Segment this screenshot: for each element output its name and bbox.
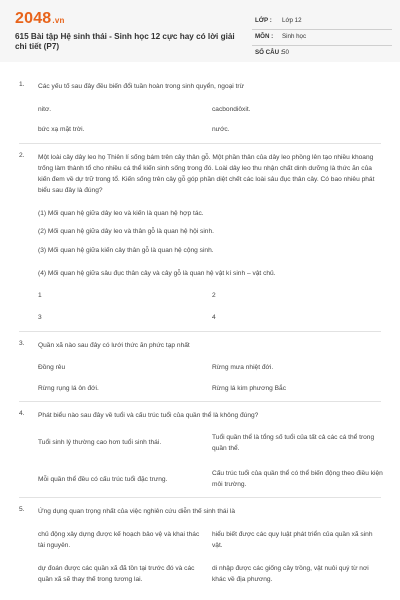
answer-option-b[interactable]: 2 — [212, 292, 216, 299]
question-text: Các yếu tố sau đây đều biến đổi tuần hoàn trong sinh quyển, ngoại trừ — [38, 83, 245, 90]
answer-option-c[interactable]: Rừng rụng lá ôn đới. — [38, 385, 99, 392]
question-text: Quần xã nào sau đây có lưới thức ăn phức tạp nhất — [38, 342, 190, 349]
site-logo[interactable]: 2048.vn — [15, 10, 65, 27]
meta-count-value: 50 — [282, 49, 289, 56]
question-number: 4. — [19, 410, 25, 417]
statement-2: (2) Mối quan hệ giữa dây leo và thân gỗ là quan hệ hội sinh. — [38, 228, 214, 235]
answer-option-a[interactable]: Tuổi sinh lý thường cao hơn tuổi sinh thái. — [38, 439, 162, 446]
answer-option-c[interactable]: bức xạ mặt trời. — [38, 126, 85, 133]
question-text: Phát biểu nào sau đây về tuổi và cấu trúc tuổi của quần thể là không đúng? — [38, 412, 259, 419]
answer-option-b[interactable]: cacbondiôxit. — [212, 106, 251, 113]
meta-class-label: LỚP : — [255, 17, 272, 24]
answer-option-a[interactable]: nitơ. — [38, 106, 52, 113]
answer-option-c[interactable]: 3 — [38, 314, 42, 321]
meta-subject-value: Sinh học — [282, 33, 307, 40]
question-text: Ứng dụng quan trọng nhất của việc nghiên cứu diễn thế sinh thái là — [38, 508, 236, 515]
answer-option-c[interactable]: Mỗi quần thể đều có cấu trúc tuổi đặc trưng. — [38, 476, 168, 483]
meta-subject-row — [252, 30, 392, 46]
answer-option-a[interactable]: Đồng rêu — [38, 364, 66, 371]
statement-4: (4) Mối quan hệ giữa sâu đục thân cây và cây gỗ là quan hệ vật kí sinh – vật chủ. — [38, 270, 276, 277]
question-divider — [19, 331, 381, 332]
question-number: 2. — [19, 152, 25, 159]
meta-subject-label: MÔN : — [255, 33, 274, 40]
question-number: 1. — [19, 81, 25, 88]
question-text: Một loài cây dây leo họ Thiên lí sống bám trên cây thân gỗ. Một phần thân của dây leo phồng lên tạo nhiều khoang trống làm thành tổ cho nhiều cá thể kiến sinh sống trong đó. Loài dây leo thu nhận chất dinh dưỡng là thức ăn của kiến đem về dự trữ trong tổ. Kiến sống trên cây gỗ góp phần diệt chết các loài sâu đục thân cây. Có bao nhiêu phát biểu sau đây là đúng? — [38, 154, 375, 194]
answer-option-d[interactable]: di nhập được các giống cây trồng, vật nuôi quý từ nơi khác về địa phương. — [212, 565, 369, 583]
statement-3: (3) Mối quan hệ giữa kiến cây thân gỗ là quan hệ cộng sinh. — [38, 247, 214, 254]
meta-count-row — [252, 46, 392, 61]
answer-option-b[interactable]: Tuổi quần thể là tổng số tuổi của tất cả các cá thể trong quần thể. — [212, 434, 375, 452]
answer-option-d[interactable]: Rừng lá kim phương Bắc — [212, 385, 286, 392]
answer-option-b[interactable]: Rừng mưa nhiệt đới. — [212, 364, 274, 371]
meta-class-row — [252, 14, 392, 30]
answer-option-d[interactable]: Cấu trúc tuổi của quần thể có thể biến động theo điều kiện môi trường. — [212, 470, 383, 488]
question-number: 5. — [19, 506, 25, 513]
question-divider — [19, 143, 381, 144]
answer-option-d[interactable]: nước. — [212, 126, 230, 133]
answer-option-c[interactable]: dự đoán được các quần xã đã tồn tại trước đó và các quần xã sẽ thay thế trong tương lai. — [38, 565, 195, 583]
document-title: 615 Bài tập Hệ sinh thái - Sinh học 12 cực hay có lời giải chi tiết (P7) — [15, 32, 235, 51]
question-number: 3. — [19, 340, 25, 347]
question-divider — [19, 401, 381, 402]
document-meta — [252, 14, 392, 61]
statement-1: (1) Mối quan hệ giữa dây leo và kiến là quan hệ hợp tác. — [38, 210, 204, 217]
meta-class-value: Lớp 12 — [282, 17, 302, 24]
document-header — [0, 0, 400, 62]
answer-option-b[interactable]: hiểu biết được các quy luật phát triển của quần xã sinh vật. — [212, 531, 373, 549]
question-divider — [19, 497, 381, 498]
meta-count-label: SỐ CÂU : — [255, 49, 283, 56]
answer-option-d[interactable]: 4 — [212, 314, 216, 321]
answer-option-a[interactable]: chủ động xây dựng được kế hoạch bảo vệ và khai thác tài nguyên. — [38, 531, 200, 549]
answer-option-a[interactable]: 1 — [38, 292, 42, 299]
